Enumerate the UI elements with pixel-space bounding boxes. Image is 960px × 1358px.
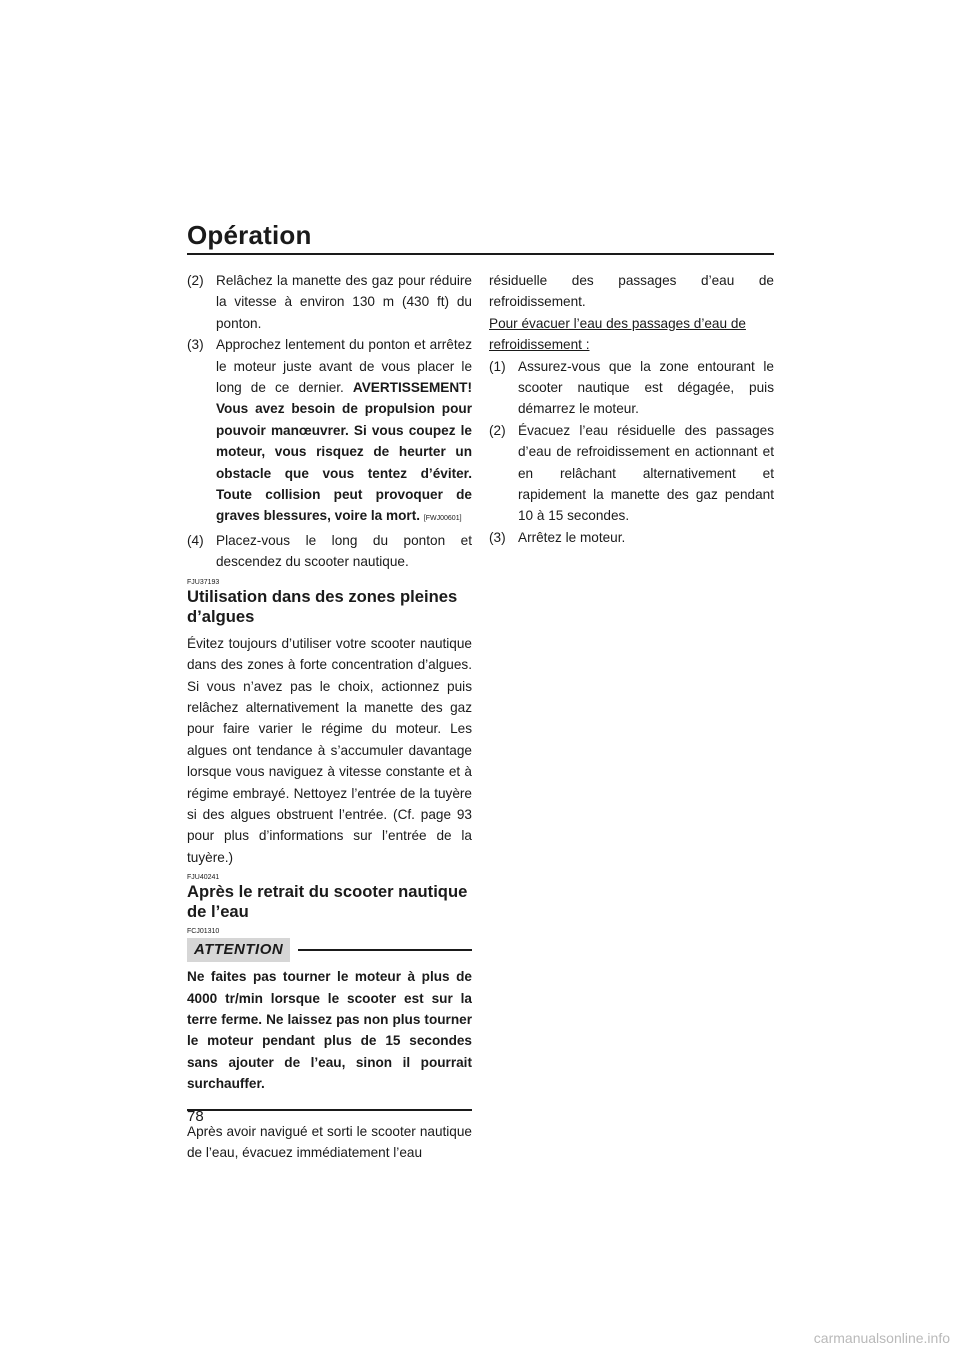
right-step-3: [489, 527, 774, 548]
step-text: Assurez-vous que la zone entourant le scooter nautique est dégagée, puis démarrez le moteur.: [518, 358, 774, 417]
body-continuation: résiduelle des passages d’eau de refroidissement.: [489, 273, 774, 310]
step-number: (4): [187, 532, 204, 548]
subheading-drain-water: Pour évacuer l’eau des passages d’eau de refroidissement :: [489, 315, 746, 353]
step-number: (3): [187, 337, 204, 353]
page-title: Opération: [187, 220, 312, 250]
step-number: (3): [489, 529, 506, 545]
attention-rule: [298, 949, 472, 951]
warning-text: AVERTISSEMENT! Vous avez besoin de propulsion pour pouvoir manœuvrer. Si vous coupez le moteur, vous risquez de heurter un obstacle que vous tentez d’éviter. Toute collision peut provoquer de graves blessures, voire la mort.: [216, 380, 472, 524]
right-step-2: [489, 420, 774, 527]
section-body-algae: Évitez toujours d’utiliser votre scooter nautique dans des zones à forte concentration d’algues. Si vous n’avez pas le choix, actionnez puis relâchez alternativement la manette des gaz pour faire varier le régime du moteur. Les algues ont tendance à s’accumuler davantage lorsque vous naviguez à vitesse constante et à régime embrayé. Nettoyez l’entrée de la tuyère si des algues obstruent l’entrée. (Cf. page 93 pour plus d’informations sur l’entrée de la tuyère.): [187, 635, 472, 865]
step-number: (2): [489, 422, 506, 438]
attention-label: ATTENTION: [187, 938, 290, 962]
step-number: (2): [187, 273, 204, 288]
watermark: carmanualsonline.info: [813, 1330, 950, 1346]
page-number: 78: [187, 1108, 204, 1125]
title-rule: [187, 253, 774, 255]
step-4: [187, 530, 472, 573]
section-body-after-removal: Après avoir navigué et sorti le scooter nautique de l’eau, évacuez immédiatement l’eau: [187, 1123, 472, 1160]
right-column: [489, 270, 774, 548]
step-text: Évacuez l’eau résiduelle des passages d’eau de refroidissement en actionnant et en relâchant alternativement et rapidement la manette des gaz pendant 10 à 15 secondes.: [518, 422, 774, 524]
right-step-1: [489, 356, 774, 420]
section-heading-algae: Utilisation dans des zones pleines d’algues: [187, 586, 458, 626]
warning-code: [FWJ00601]: [423, 515, 462, 523]
step-text: Arrêtez le moteur.: [518, 529, 626, 545]
step-text: Approchez lentement du ponton et arrêtez le moteur juste avant de vous placer le long de ce dernier.: [216, 337, 472, 396]
section-code: FJU37193: [187, 578, 220, 586]
left-column: [187, 270, 472, 1163]
step-2: [187, 270, 472, 334]
attention-end-rule: [187, 1109, 472, 1111]
attention-bar: [187, 938, 472, 962]
attention-text: Ne faites pas tourner le moteur à plus de 4000 tr/min lorsque le scooter est sur la terre ferme. Ne laissez pas non plus tourner le moteur pendant plus de 15 secondes sans ajouter de l’eau, sinon il pourrait surchauffer.: [187, 969, 472, 1092]
step-text: Placez-vous le long du ponton et descendez du scooter nautique.: [216, 532, 472, 570]
step-number: (1): [489, 358, 506, 374]
section-heading-after-removal: Après le retrait du scooter nautique de l’eau: [187, 882, 468, 922]
attention-code: FCJ01310: [187, 928, 220, 936]
section-code: FJU40241: [187, 874, 220, 882]
step-3: [187, 334, 472, 530]
step-text-block: [216, 334, 472, 530]
step-text: Relâchez la manette des gaz pour réduire la vitesse à environ 130 m (430 ft) du ponton.: [216, 273, 472, 331]
